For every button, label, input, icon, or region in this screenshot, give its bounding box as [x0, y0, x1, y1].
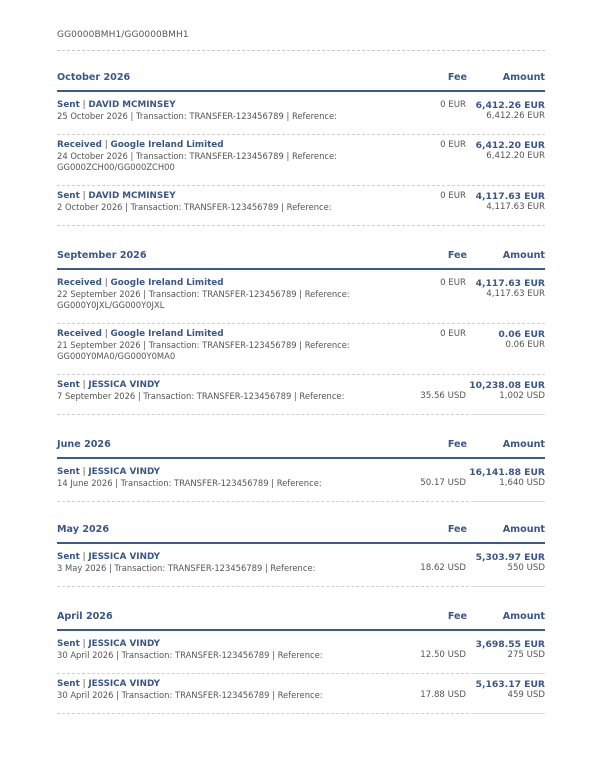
transaction-reference: GG000Y0MA0/GG000Y0MA0 — [57, 351, 176, 361]
row-divider — [57, 586, 469, 587]
amount-divider — [471, 586, 545, 587]
amount-value: 4,117.63 EUR — [475, 191, 545, 202]
separator: | — [79, 191, 89, 201]
separator: | — [79, 467, 89, 477]
fee-column-header: Fee — [447, 72, 467, 83]
amount-column-header: Amount — [502, 72, 545, 83]
row-divider — [57, 225, 545, 226]
amount-value: 6,412.20 EUR — [475, 140, 545, 151]
section-title: May 2026 — [57, 524, 110, 535]
transaction-details: 2 October 2026 | Transaction: TRANSFER-123456789 | Reference: — [57, 202, 332, 212]
transaction-details: 30 April 2026 | Transaction: TRANSFER-123456789 | Reference: — [57, 650, 323, 660]
amount-divider — [471, 673, 545, 674]
fee-value: 0 EUR — [440, 100, 466, 110]
transaction-row[interactable] — [57, 140, 545, 191]
row-divider — [57, 673, 469, 674]
transaction-details: 14 June 2026 | Transaction: TRANSFER-123456789 | Reference: — [57, 478, 322, 488]
transaction-type: Sent — [57, 639, 80, 649]
transaction-type: Sent — [57, 552, 80, 562]
separator: | — [79, 380, 89, 390]
amount-column-header: Amount — [502, 250, 545, 261]
amount-subvalue: 1,002 USD — [499, 391, 545, 401]
month-section — [57, 248, 545, 401]
separator: | — [79, 639, 89, 649]
fee-value-usd: 12.50 USD — [420, 650, 466, 660]
transaction-title — [57, 380, 160, 390]
month-section — [57, 70, 545, 212]
row-divider — [57, 501, 469, 502]
counterparty-name: DAVID MCMINSEY — [88, 100, 176, 110]
header-reference: GG0000BMH1/GG0000BMH1 — [57, 30, 189, 40]
transaction-type: Sent — [57, 380, 80, 390]
section-title: June 2026 — [57, 439, 111, 450]
transaction-row[interactable] — [57, 329, 545, 380]
transaction-row[interactable] — [57, 191, 545, 231]
transaction-details: 25 October 2026 | Transaction: TRANSFER-123456789 | Reference: — [57, 111, 337, 121]
row-divider — [57, 713, 469, 714]
header-divider — [57, 50, 545, 51]
section-title: October 2026 — [57, 72, 131, 83]
fee-column-header: Fee — [447, 439, 467, 450]
transaction-title — [57, 140, 224, 150]
transaction-title — [57, 639, 160, 649]
transaction-type: Sent — [57, 100, 80, 110]
transaction-details: 30 April 2026 | Transaction: TRANSFER-123456789 | Reference: — [57, 690, 323, 700]
transaction-row[interactable] — [57, 467, 545, 507]
amount-value: 4,117.63 EUR — [475, 278, 545, 289]
transaction-title — [57, 467, 160, 477]
fee-value: 0 EUR — [440, 140, 466, 150]
amount-subvalue: 4,117.63 EUR — [486, 289, 545, 299]
transaction-reference: GG000ZCH00/GG000ZCH00 — [57, 162, 175, 172]
section-header — [57, 70, 545, 92]
amount-value: 3,698.55 EUR — [475, 639, 545, 650]
amount-value: 10,238.08 EUR — [469, 380, 545, 391]
amount-subvalue: 1,640 USD — [499, 478, 545, 488]
transaction-row[interactable] — [57, 380, 545, 420]
transaction-row[interactable] — [57, 278, 545, 329]
amount-value: 5,303.97 EUR — [475, 552, 545, 563]
section-title: April 2026 — [57, 611, 113, 622]
counterparty-name: Google Ireland Limited — [110, 278, 224, 288]
transaction-title — [57, 100, 176, 110]
transaction-details: 7 September 2026 | Transaction: TRANSFER-123456789 | Reference: — [57, 391, 345, 401]
separator: | — [79, 679, 89, 689]
transaction-type: Received — [57, 329, 102, 339]
row-divider — [57, 134, 545, 135]
transaction-type: Sent — [57, 467, 80, 477]
fee-column-header: Fee — [447, 250, 467, 261]
transaction-title — [57, 329, 224, 339]
section-header — [57, 437, 545, 459]
amount-subvalue: 0.06 EUR — [505, 340, 545, 350]
row-divider — [57, 414, 469, 415]
transaction-type: Received — [57, 140, 102, 150]
amount-column-header: Amount — [502, 439, 545, 450]
fee-value: 0 EUR — [440, 278, 466, 288]
row-divider — [57, 185, 545, 186]
row-divider — [57, 374, 545, 375]
fee-value-usd: 18.62 USD — [420, 563, 466, 573]
section-header — [57, 248, 545, 270]
transaction-type: Received — [57, 278, 102, 288]
amount-value: 6,412.26 EUR — [475, 100, 545, 111]
counterparty-name: JESSICA VINDY — [88, 467, 160, 477]
fee-value-usd: 35.56 USD — [420, 391, 466, 401]
amount-column-header: Amount — [502, 524, 545, 535]
transaction-title — [57, 191, 176, 201]
fee-value-usd: 17.88 USD — [420, 690, 466, 700]
amount-value: 16,141.88 EUR — [469, 467, 545, 478]
transaction-type: Sent — [57, 191, 80, 201]
fee-column-header: Fee — [447, 524, 467, 535]
month-section — [57, 609, 545, 700]
fee-value: 0 EUR — [440, 191, 466, 201]
amount-subvalue: 459 USD — [507, 690, 545, 700]
counterparty-name: JESSICA VINDY — [88, 380, 160, 390]
month-section — [57, 437, 545, 488]
amount-subvalue: 6,412.26 EUR — [486, 111, 545, 121]
amount-value: 5,163.17 EUR — [475, 679, 545, 690]
amount-subvalue: 550 USD — [507, 563, 545, 573]
row-divider — [57, 323, 545, 324]
transaction-title — [57, 679, 160, 689]
transaction-details: 24 October 2026 | Transaction: TRANSFER-123456789 | Reference: — [57, 151, 337, 161]
counterparty-name: JESSICA VINDY — [88, 639, 160, 649]
fee-value-usd: 50.17 USD — [420, 478, 466, 488]
section-header — [57, 522, 545, 544]
transaction-type: Sent — [57, 679, 80, 689]
amount-value: 0.06 EUR — [498, 329, 545, 340]
amount-divider — [471, 501, 545, 502]
counterparty-name: DAVID MCMINSEY — [88, 191, 176, 201]
counterparty-name: JESSICA VINDY — [88, 679, 160, 689]
separator: | — [79, 552, 89, 562]
transaction-details: 21 September 2026 | Transaction: TRANSFER-123456789 | Reference: — [57, 340, 350, 350]
transaction-title — [57, 552, 160, 562]
section-title: September 2026 — [57, 250, 147, 261]
amount-subvalue: 275 USD — [507, 650, 545, 660]
separator: | — [101, 329, 111, 339]
fee-column-header: Fee — [447, 611, 467, 622]
amount-divider — [471, 414, 545, 415]
month-section — [57, 522, 545, 573]
counterparty-name: Google Ireland Limited — [110, 329, 224, 339]
separator: | — [101, 140, 111, 150]
transaction-row[interactable] — [57, 639, 545, 679]
amount-subvalue: 6,412.20 EUR — [486, 151, 545, 161]
transaction-row[interactable] — [57, 679, 545, 719]
counterparty-name: Google Ireland Limited — [110, 140, 224, 150]
amount-subvalue: 4,117.63 EUR — [486, 202, 545, 212]
transaction-details: 22 September 2026 | Transaction: TRANSFER-123456789 | Reference: — [57, 289, 350, 299]
section-header — [57, 609, 545, 631]
transaction-title — [57, 278, 224, 288]
transaction-row[interactable] — [57, 552, 545, 592]
transaction-row[interactable] — [57, 100, 545, 140]
separator: | — [101, 278, 111, 288]
fee-value: 0 EUR — [440, 329, 466, 339]
amount-column-header: Amount — [502, 611, 545, 622]
transaction-reference: GG000Y0JXL/GG000Y0JXL — [57, 300, 165, 310]
separator: | — [79, 100, 89, 110]
transaction-details: 3 May 2026 | Transaction: TRANSFER-123456789 | Reference: — [57, 563, 316, 573]
amount-divider — [471, 713, 545, 714]
counterparty-name: JESSICA VINDY — [88, 552, 160, 562]
